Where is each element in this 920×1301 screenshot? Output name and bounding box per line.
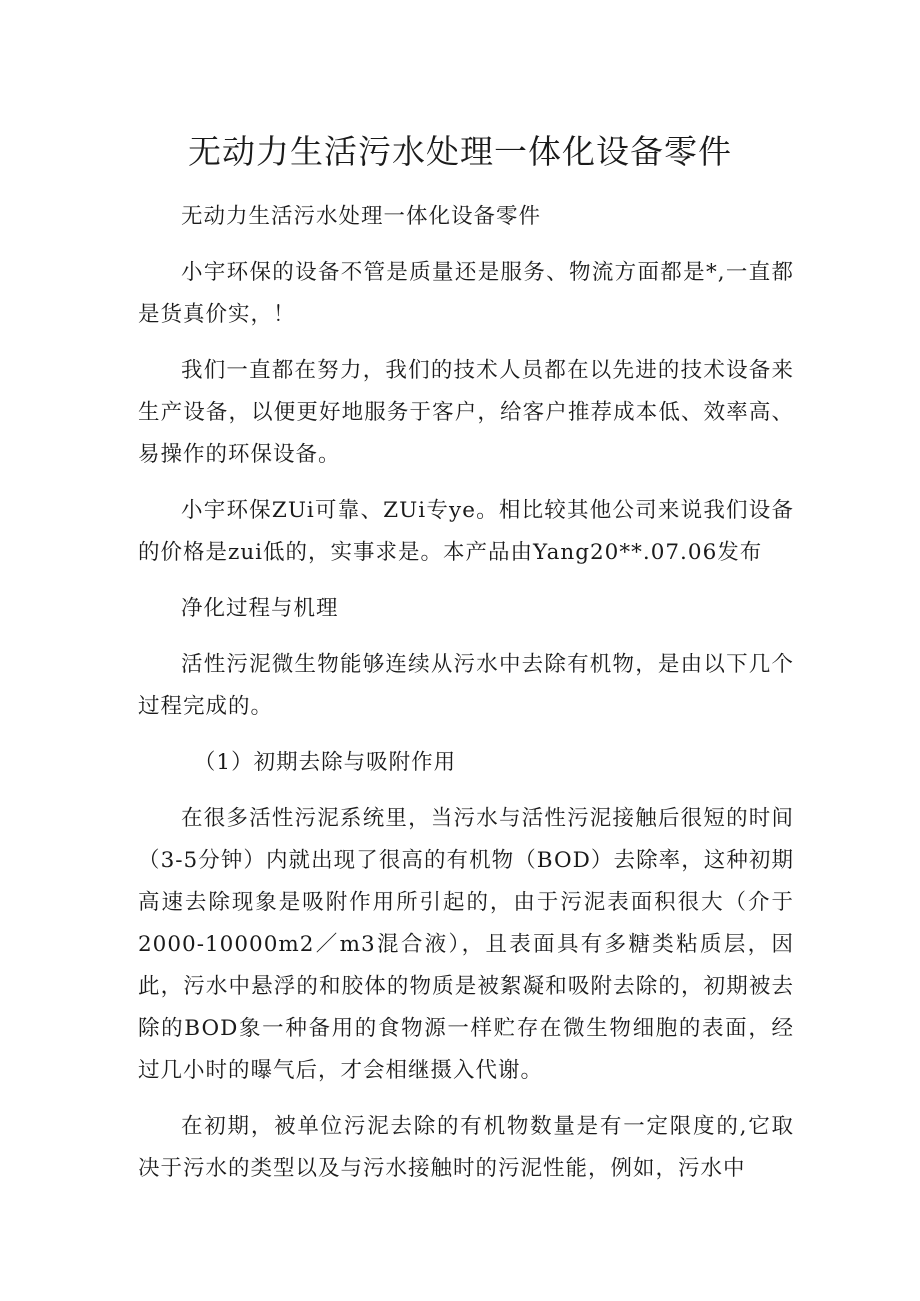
adsorption-paragraph: 在很多活性污泥系统里，当污水与活性污泥接触后很短的时间（3-5分钟）内就出现了很高的有机物（BOD）去除率，这种初期高速去除现象是吸附作用所引起的，由于污泥表面积很大（介于2000-10000m2／m3混合液），且表面具有多糖类粘质层，因此，污水中悬浮的和胶体的物质是被絮凝和吸附去除的，初期被去除的BOD象一种备用的食物源一样贮存在微生物细胞的表面，经过几小时的曝气后，才会相继摄入代谢。 xyxy=(138,806,794,1083)
document-title: 无动力生活污水处理一体化设备零件 xyxy=(188,132,732,171)
document-body xyxy=(138,196,794,1204)
subsection-heading: （1）初期去除与吸附作用 xyxy=(193,750,457,775)
intro-paragraph: 小宇环保的设备不管是质量还是服务、物流方面都是*,一直都是货真价实，！ xyxy=(138,260,794,327)
subtitle-paragraph: 无动力生活污水处理一体化设备零件 xyxy=(181,204,542,229)
reliability-paragraph: 小宇环保ZUi可靠、ZUi专ye。相比较其他公司来说我们设备的价格是zui低的，实事求是。本产品由Yang20**.07.06发布 xyxy=(138,498,794,565)
section-heading: 净化过程与机理 xyxy=(181,596,339,621)
process-intro-paragraph: 活性污泥微生物能够连续从污水中去除有机物，是由以下几个过程完成的。 xyxy=(138,652,794,719)
initial-stage-paragraph: 在初期，被单位污泥去除的有机物数量是有一定限度的,它取决于污水的类型以及与污水接触时的污泥性能，例如，污水中 xyxy=(138,1114,794,1181)
effort-paragraph: 我们一直都在努力，我们的技术人员都在以先进的技术设备来生产设备，以便更好地服务于客户，给客户推荐成本低、效率高、易操作的环保设备。 xyxy=(138,358,794,467)
